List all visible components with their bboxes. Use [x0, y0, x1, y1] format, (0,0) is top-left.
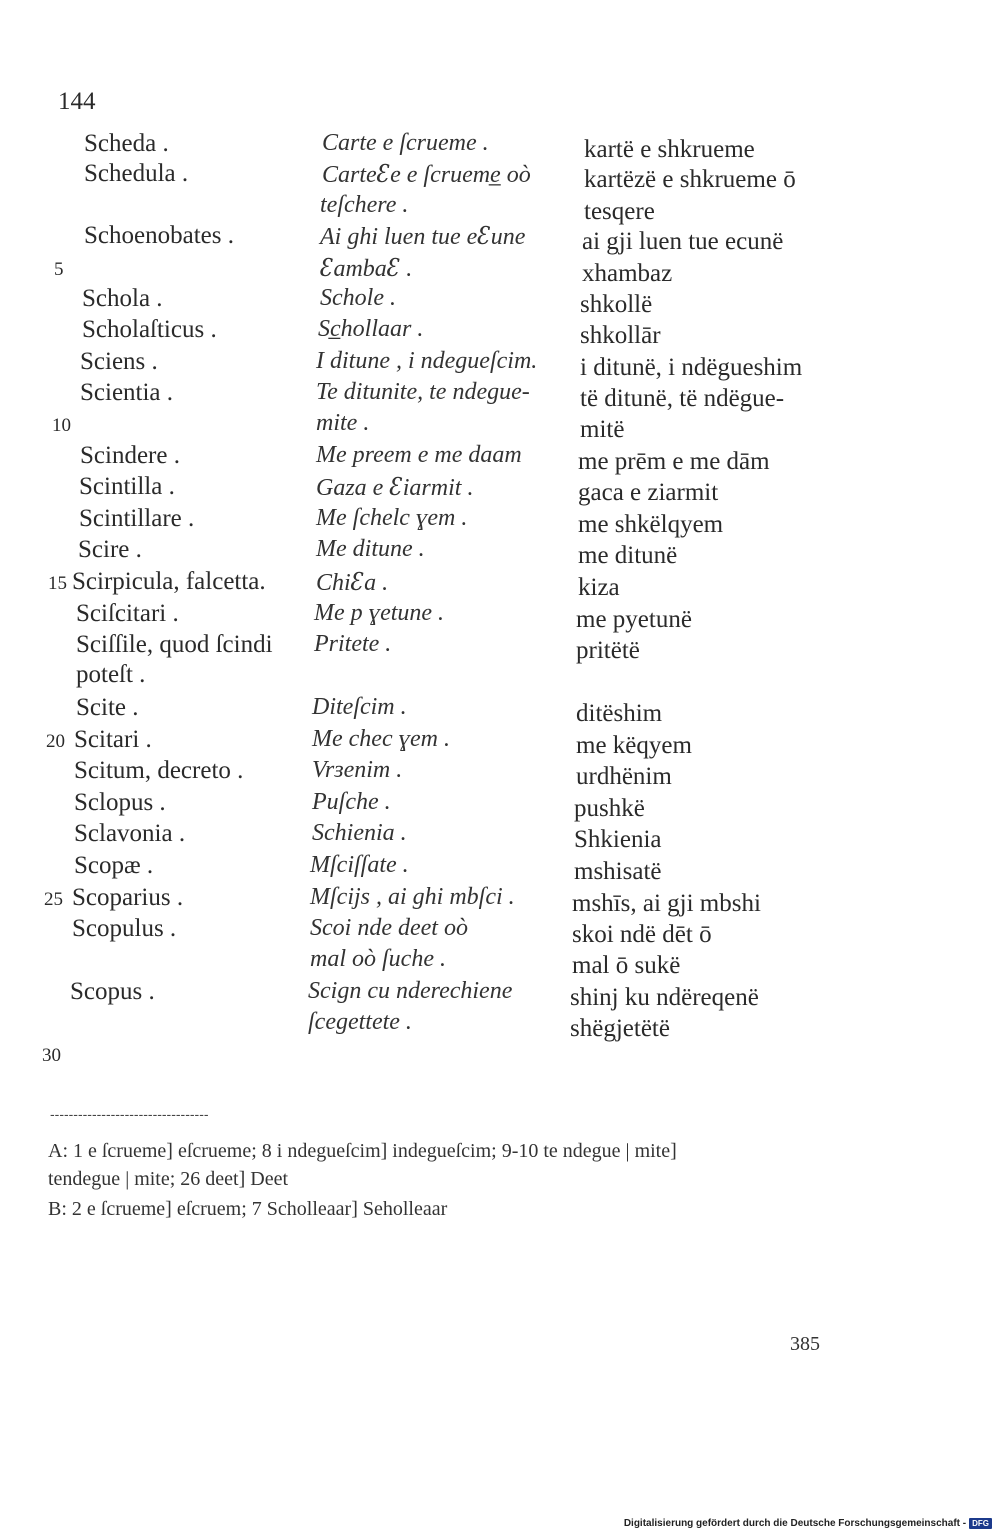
latin-term: Scopulus .	[72, 915, 177, 942]
albanian-transcription: mshīs, ai gji mbshi	[572, 890, 761, 917]
albanian-transcription: me ditunë	[578, 542, 678, 569]
entry-row	[0, 348, 1000, 380]
original-translation: Mſcijs , ai ghi mbſci .	[310, 884, 515, 910]
entry-row	[0, 852, 1000, 884]
footnote-line: B: 2 e ſcrueme] eſcruem; 7 Scholleaar] Seholleaar	[48, 1198, 448, 1220]
albanian-transcription: shkollār	[580, 322, 661, 349]
entry-row	[0, 192, 1000, 224]
entry-row	[0, 820, 1000, 852]
albanian-transcription: të ditunë, të ndëgue-	[580, 385, 785, 412]
entry-row	[0, 694, 1000, 726]
latin-term: Sclopus .	[74, 789, 166, 816]
original-translation: Carteꜫe e ſcrueme̲ oò	[322, 162, 531, 188]
albanian-transcription: i ditunë, i ndëgueshim	[580, 354, 803, 381]
entry-row	[0, 1040, 1000, 1072]
entry-row	[0, 600, 1000, 632]
albanian-transcription: Shkienia	[574, 826, 662, 853]
albanian-transcription: mshisatë	[574, 858, 662, 885]
original-translation: ꜫambaꜫ .	[320, 256, 413, 282]
dfg-logo-icon: DFG	[969, 1518, 992, 1529]
albanian-transcription: pritëtë	[576, 637, 640, 664]
original-translation: Te ditunite, te ndegue-	[316, 379, 530, 405]
original-translation: mite .	[316, 410, 370, 436]
original-translation: I ditune , i ndegueſcim.	[316, 348, 538, 374]
entry-row	[0, 254, 1000, 286]
original-translation: Vrɜenim .	[312, 757, 403, 783]
latin-term: Sclavonia .	[74, 820, 186, 847]
original-translation: Chiꜫa .	[316, 570, 389, 596]
line-number: 5	[54, 259, 64, 280]
original-translation: Gaza e ꜫiarmit .	[316, 475, 474, 501]
entry-row	[0, 442, 1000, 474]
entry-row	[0, 884, 1000, 916]
original-translation: Me ditune .	[316, 536, 425, 562]
line-number: 25	[44, 889, 63, 910]
entry-row	[0, 726, 1000, 758]
original-translation: Me chec ɣem .	[312, 726, 451, 752]
original-translation: Sc̲hollaar .	[318, 316, 424, 342]
latin-term: Scitari .	[74, 726, 152, 753]
entry-row	[0, 410, 1000, 442]
latin-term: Scite .	[76, 694, 139, 721]
entry-row	[0, 568, 1000, 600]
original-translation: Pritete .	[314, 631, 392, 657]
latin-term: Scoparius .	[72, 884, 184, 911]
latin-term: Scientia .	[80, 379, 174, 406]
original-translation: Diteſcim .	[312, 694, 407, 720]
albanian-transcription: kiza	[578, 574, 620, 601]
entry-row	[0, 316, 1000, 348]
albanian-transcription: shinj ku ndëreqenë	[570, 984, 759, 1011]
line-number: 15	[48, 573, 67, 594]
entry-row	[0, 1009, 1000, 1041]
original-translation: Me ſchelc ɣem .	[316, 505, 468, 531]
albanian-transcription: ai gji luen tue ecunë	[582, 228, 784, 255]
albanian-transcription: me këqyem	[576, 732, 692, 759]
footnote-line: tendegue | mite; 26 deet] Deet	[48, 1168, 289, 1190]
original-translation: Me preem e me daam	[316, 442, 522, 468]
original-translation: mal oò ſuche .	[310, 946, 446, 972]
original-translation: Ai ghi luen tue eꜫune	[320, 224, 526, 250]
latin-term: Schola .	[82, 285, 163, 312]
entry-row	[0, 505, 1000, 537]
footnote-line: A: 1 e ſcrueme] eſcrueme; 8 i ndegueſcim] indegueſcim; 9-10 te ndegue | mite]	[48, 1140, 677, 1162]
line-number: 10	[52, 415, 71, 436]
albanian-transcription: xhambaz	[582, 260, 673, 287]
latin-term: Schoenobates .	[84, 222, 234, 249]
latin-term: Scheda .	[84, 130, 169, 157]
albanian-transcription: gaca e ziarmit	[578, 479, 719, 506]
page-number: 385	[790, 1333, 820, 1355]
latin-term: Schedula .	[84, 160, 189, 187]
latin-term: Scitum, decreto .	[74, 757, 244, 784]
entry-row	[0, 536, 1000, 568]
entry-row	[0, 130, 1000, 162]
footnote-divider: ----------------------------------	[50, 1106, 209, 1122]
latin-term: Scholaſticus .	[82, 316, 217, 343]
line-number: 30	[42, 1045, 61, 1066]
entry-row	[0, 661, 1000, 693]
albanian-transcription: shkollë	[580, 291, 653, 318]
latin-term: Scintillare .	[79, 505, 195, 532]
original-translation: Scoi nde deet oò	[310, 915, 468, 941]
latin-term: Sciſſile, quod ſcindi	[76, 631, 273, 658]
entry-row	[0, 915, 1000, 947]
latin-term: Scindere .	[80, 442, 180, 469]
albanian-transcription: skoi ndë dēt ō	[572, 921, 712, 948]
page-header-number: 144	[58, 88, 96, 115]
albanian-transcription: shëgjetëtë	[570, 1015, 670, 1042]
latin-term: Sciſcitari .	[76, 600, 179, 627]
digitization-credit	[624, 1518, 992, 1529]
albanian-transcription: mal ō sukë	[572, 952, 681, 979]
albanian-transcription: pushkë	[574, 795, 645, 822]
original-translation: Me p ɣetune .	[314, 600, 445, 626]
entry-row	[0, 160, 1000, 192]
latin-term: Scire .	[78, 536, 142, 563]
original-translation: Schienia .	[312, 820, 407, 846]
latin-term: Sciens .	[80, 348, 158, 375]
original-translation: Puſche .	[312, 789, 391, 815]
credit-text: Digitalisierung gefördert durch die Deutsche Forschungsgemeinschaft -	[623, 1518, 967, 1529]
line-number: 20	[46, 731, 65, 752]
original-translation: Mſciſſate .	[310, 852, 409, 878]
latin-term: Scirpicula, falcetta.	[72, 568, 266, 595]
albanian-transcription: me pyetunë	[576, 606, 692, 633]
latin-term: Scintilla .	[79, 473, 175, 500]
original-translation: ſcegettete .	[308, 1009, 412, 1035]
latin-term: Scopæ .	[74, 852, 154, 879]
entry-row	[0, 379, 1000, 411]
latin-term: poteſt .	[76, 661, 146, 688]
albanian-transcription: mitë	[580, 416, 625, 443]
albanian-transcription: kartë e shkrueme	[584, 136, 755, 163]
entry-row	[0, 473, 1000, 505]
entry-row	[0, 285, 1000, 317]
albanian-transcription: tesqere	[584, 198, 655, 225]
entry-row	[0, 789, 1000, 821]
original-translation: teſchere .	[320, 192, 409, 218]
entry-row	[0, 631, 1000, 663]
albanian-transcription: urdhënim	[576, 763, 672, 790]
entry-row	[0, 222, 1000, 254]
albanian-transcription: me prēm e me dām	[578, 448, 770, 475]
albanian-transcription: me shkëlqyem	[578, 511, 724, 538]
original-translation: Carte e ſcrueme .	[322, 130, 489, 156]
albanian-transcription: ditëshim	[576, 700, 663, 727]
entry-row	[0, 978, 1000, 1010]
entry-row	[0, 946, 1000, 978]
albanian-transcription: kartëzë e shkrueme ō	[584, 166, 796, 193]
original-translation: Schole .	[320, 285, 396, 311]
entry-row	[0, 757, 1000, 789]
latin-term: Scopus .	[70, 978, 155, 1005]
original-translation: Scign cu nderechiene	[308, 978, 513, 1004]
